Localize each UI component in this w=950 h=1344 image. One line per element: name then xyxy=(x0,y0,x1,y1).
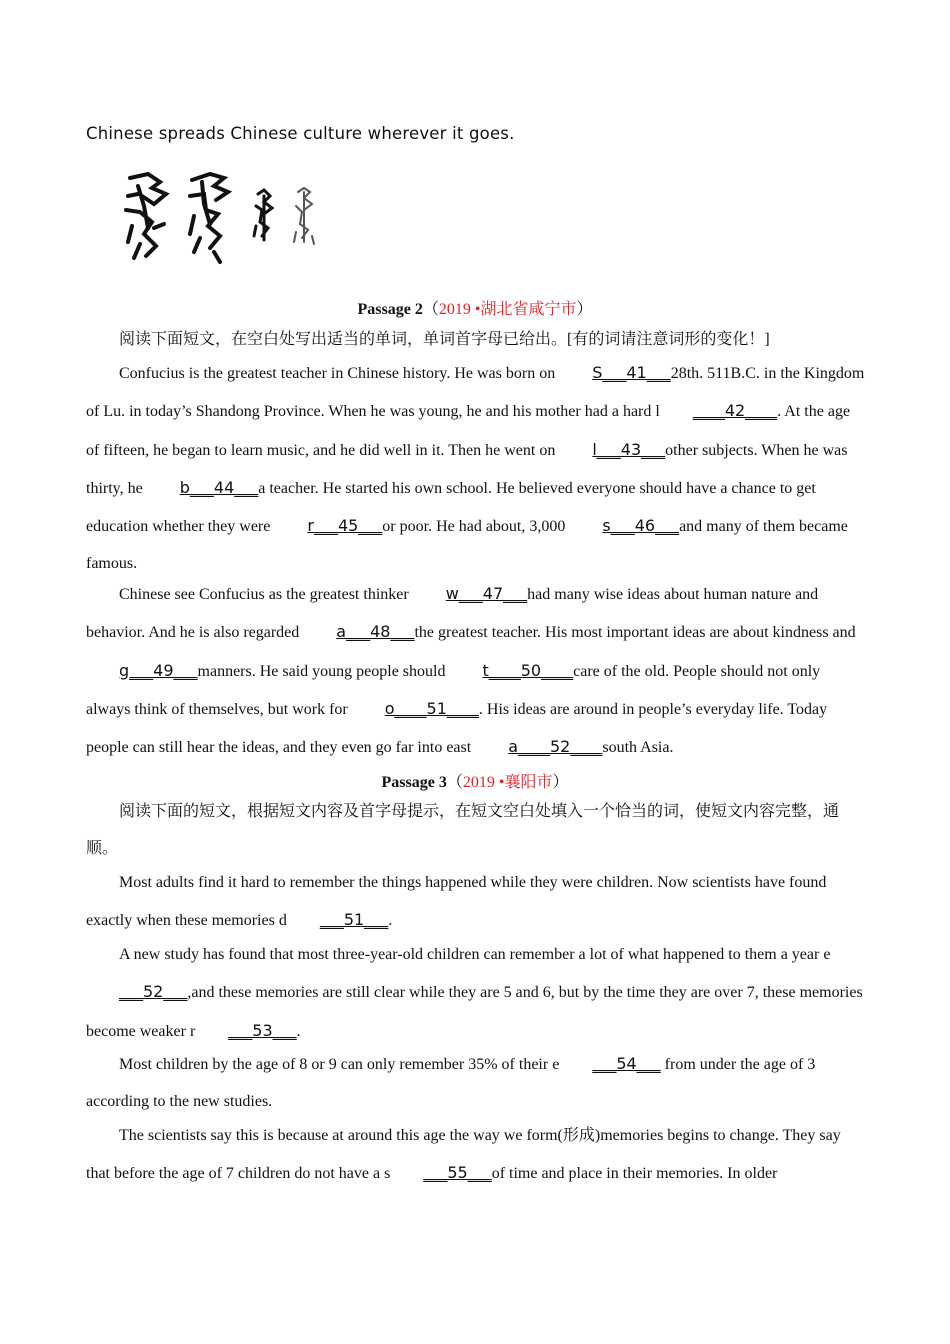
text-run: . xyxy=(388,912,393,930)
passage-3-paragraph-1 xyxy=(86,864,866,940)
blank-49[interactable]: g___49___ xyxy=(119,660,198,680)
text-run: Most children by the age of 8 or 9 can only remember 35% of their e xyxy=(119,1056,560,1073)
passage-2-title xyxy=(0,296,950,319)
text-run: from under the age of 3 according to the new studies. xyxy=(86,1056,816,1111)
blank-52[interactable]: a____52____ xyxy=(508,737,603,757)
blank-47[interactable]: w___47___ xyxy=(445,584,528,603)
blank-51[interactable]: o____51____ xyxy=(384,698,479,718)
blank-46[interactable]: s___46___ xyxy=(602,516,680,536)
passage-2-label: Passage 2 xyxy=(357,301,423,318)
intro-sentence: Chinese spreads Chinese culture wherever it goes. xyxy=(86,124,515,143)
text-run: had many wise ideas about human nature and behavior. And he is also regarded xyxy=(86,586,819,642)
blank-p3-55[interactable]: ___55___ xyxy=(423,1163,492,1183)
paren-open: （ xyxy=(422,301,439,318)
text-run: manners. He said young people should xyxy=(197,662,450,680)
text-run: A new study has found that most three-year-old children can remember a lot of what happened to them a year e xyxy=(119,946,831,963)
text-run: ,and these memories are still clear while they are 5 and 6, but by the time they are over 7, these memories become weaker r xyxy=(86,984,863,1040)
passage-3-paragraph-4 xyxy=(86,1117,866,1193)
paren-close: ） xyxy=(552,774,569,791)
text-run: . His ideas are around in people’s everyday life. Today people can still hear the ideas, and they even go far into east xyxy=(86,700,828,757)
text-run: south Asia. xyxy=(602,739,674,757)
paren-close: ） xyxy=(576,301,593,318)
text-run: The scientists say this is because at around this age the way we form(形成)memories begins to change. They say that before the age of 7 children do not have a s xyxy=(86,1127,841,1183)
blank-41[interactable]: S___41___ xyxy=(592,363,671,382)
blank-48[interactable]: a___48___ xyxy=(336,622,415,642)
passage-3-paragraph-3 xyxy=(86,1045,866,1121)
text-run: of time and place in their memories. In older xyxy=(491,1165,778,1183)
text-run: care of the old. People should not only always think of themselves, but work for xyxy=(86,662,821,718)
blank-p3-54[interactable]: ___54___ xyxy=(592,1054,661,1073)
blank-p3-52[interactable]: ___52___ xyxy=(119,982,188,1002)
passage-2-instruction: 阅读下面短文，在空白处写出适当的单词，单词首字母已给出。[有的词请注意词形的变化！] xyxy=(119,331,770,348)
passage-3-paragraph-2 xyxy=(86,936,866,1050)
passage-3-instruction: 阅读下面的短文，根据短文内容及首字母提示，在短文空白处填入一个恰当的词，使短文内容完整，通顺。 xyxy=(86,803,840,857)
blank-45[interactable]: r___45___ xyxy=(307,516,383,536)
text-run: Most adults find it hard to remember the things happened while they were children. Now scientists have found exactly when these memories d xyxy=(86,874,827,930)
passage-2-source: 2019 •湖北省咸宁市 xyxy=(438,301,577,318)
blank-44[interactable]: b___44___ xyxy=(179,477,259,497)
text-run: Chinese see Confucius as the greatest thinker xyxy=(119,586,413,603)
text-run: the greatest teacher. His most important ideas are about kindness and xyxy=(414,624,856,642)
paren-open: （ xyxy=(446,774,463,791)
passage-3-label: Passage 3 xyxy=(381,774,447,791)
passage-2-paragraph-1 xyxy=(86,354,866,583)
passage-3-source: 2019 •襄阳市 xyxy=(462,774,553,791)
text-run: 28th. 511B.C. in the Kingdom of Lu. in today’s Shandong Province. When he was young, he and his mother had a hard l xyxy=(86,365,865,421)
text-run: and many of them became famous. xyxy=(86,518,848,573)
text-run: Confucius is the greatest teacher in Chinese history. He was born on xyxy=(119,365,560,382)
text-run: or poor. He had about, 3,000 xyxy=(382,518,570,536)
blank-43[interactable]: l___43___ xyxy=(592,439,666,459)
blank-50[interactable]: t____50____ xyxy=(482,660,574,680)
text-run: . At the age of fifteen, he began to learn music, and he did well in it. Then he went on xyxy=(86,403,851,459)
blank-p3-51[interactable]: ___51___ xyxy=(319,910,389,930)
oracle-bone-characters-image xyxy=(118,166,328,266)
text-run: other subjects. When he was thirty, he xyxy=(86,441,848,497)
passage-2-paragraph-2 xyxy=(86,575,866,766)
blank-42[interactable]: ____42____ xyxy=(692,401,778,421)
text-run: a teacher. He started his own school. He believed everyone should have a chance to get education whether they were xyxy=(86,479,816,536)
text-run: . xyxy=(296,1022,301,1040)
blank-p3-53[interactable]: ___53___ xyxy=(228,1020,297,1040)
passage-3-title xyxy=(0,769,950,792)
